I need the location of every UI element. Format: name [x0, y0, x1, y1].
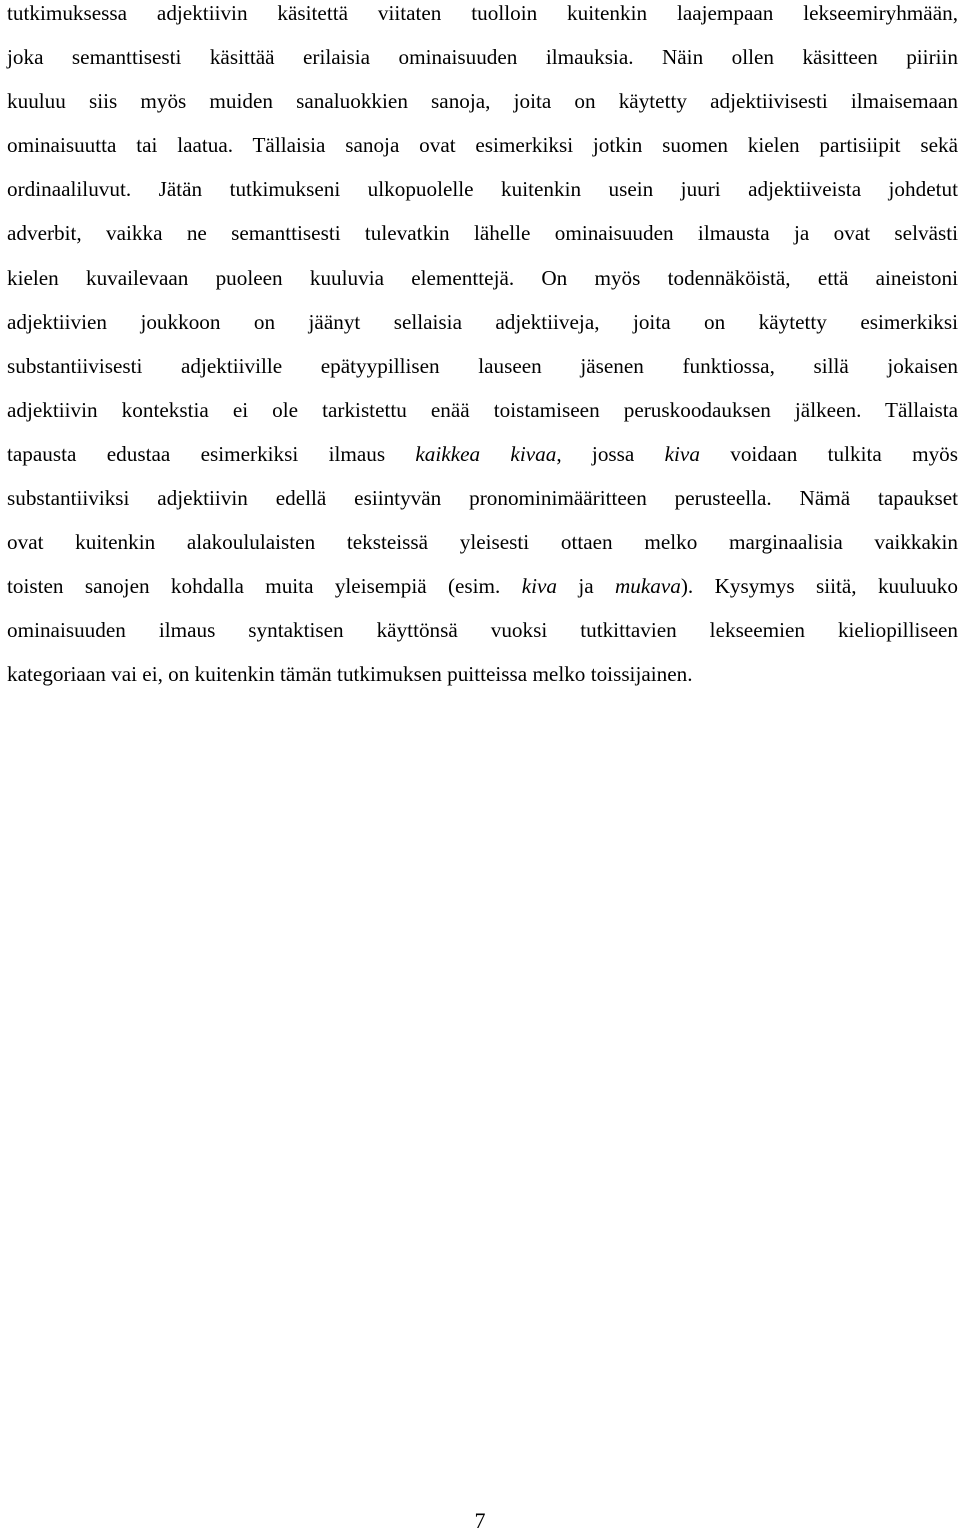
text-segment: toisten sanojen kohdalla muita yleisempiä (esim.	[7, 574, 522, 599]
text-line	[7, 432, 958, 476]
page-number: 7	[474, 1508, 486, 1533]
italic-example: kaikkea kivaa	[415, 441, 557, 466]
text-segment: ordinaaliluvut. Jätän tutkimukseni ulkopuolelle kuitenkin usein juuri adjektiiveista johdetut	[7, 177, 958, 202]
text-segment: ovat kuitenkin alakoululaisten teksteissä yleisesti ottaen melko marginaalisia vaikkakin	[7, 530, 958, 555]
body-paragraph	[7, 0, 958, 697]
text-segment: ja	[556, 574, 615, 599]
text-line	[7, 652, 958, 696]
text-line	[7, 211, 958, 255]
text-line	[7, 79, 958, 123]
text-segment: tutkimuksessa adjektiivin käsitettä viitaten tuolloin kuitenkin laajempaan lekseemiryhmään,	[7, 1, 958, 25]
text-segment: adverbit, vaikka ne semanttisesti tulevatkin lähelle ominaisuuden ilmausta ja ovat selvästi	[7, 221, 958, 246]
text-line	[7, 564, 958, 608]
text-segment: kategoriaan vai ei, on kuitenkin tämän tutkimuksen puitteissa melko toissijainen.	[7, 662, 693, 687]
text-segment: joka semanttisesti käsittää erilaisia ominaisuuden ilmauksia. Näin ollen käsitteen piiriin	[7, 45, 958, 70]
text-line	[7, 388, 958, 432]
text-segment: tapausta edustaa esimerkiksi ilmaus	[7, 441, 416, 466]
text-line	[7, 256, 958, 300]
text-line	[7, 344, 958, 388]
text-line	[7, 167, 958, 211]
text-segment: kuuluu siis myös muiden sanaluokkien sanoja, joita on käytetty adjektiivisesti ilmaisemaan	[7, 89, 958, 114]
text-segment: ominaisuutta tai laatua. Tällaisia sanoja ovat esimerkiksi jotkin suomen kielen partisiipit sekä	[7, 133, 958, 158]
italic-example: mukava	[614, 574, 681, 599]
text-segment: substantiivisesti adjektiiville epätyypillisen lauseen jäsenen funktiossa, sillä jokaisen	[7, 353, 958, 378]
text-line	[7, 35, 958, 79]
text-segment: ominaisuuden ilmaus syntaktisen käyttönsä vuoksi tutkittavien lekseemien kieliopilliseen	[7, 618, 958, 643]
text-segment: , jossa	[556, 441, 665, 466]
text-segment: voidaan tulkita myös	[699, 441, 958, 466]
text-line	[7, 123, 958, 167]
text-line	[7, 0, 958, 35]
italic-example: kiva	[664, 441, 700, 466]
text-segment: substantiiviksi adjektiivin edellä esiintyvän pronominimääritteen perusteella. Nämä tapaukset	[7, 486, 958, 511]
text-line	[7, 300, 958, 344]
text-segment: kielen kuvailevaan puoleen kuuluvia elementtejä. On myös todennäköistä, että aineistoni	[7, 265, 958, 290]
text-segment: adjektiivin kontekstia ei ole tarkistettu enää toistamiseen peruskoodauksen jälkeen. Tällaista	[7, 397, 958, 422]
italic-example: kiva	[521, 574, 557, 599]
text-line	[7, 608, 958, 652]
text-line	[7, 476, 958, 520]
text-segment: ). Kysymys siitä, kuuluuko	[680, 574, 958, 599]
text-segment: adjektiivien joukkoon on jäänyt sellaisia adjektiiveja, joita on käytetty esimerkiksi	[7, 309, 958, 334]
text-line	[7, 520, 958, 564]
